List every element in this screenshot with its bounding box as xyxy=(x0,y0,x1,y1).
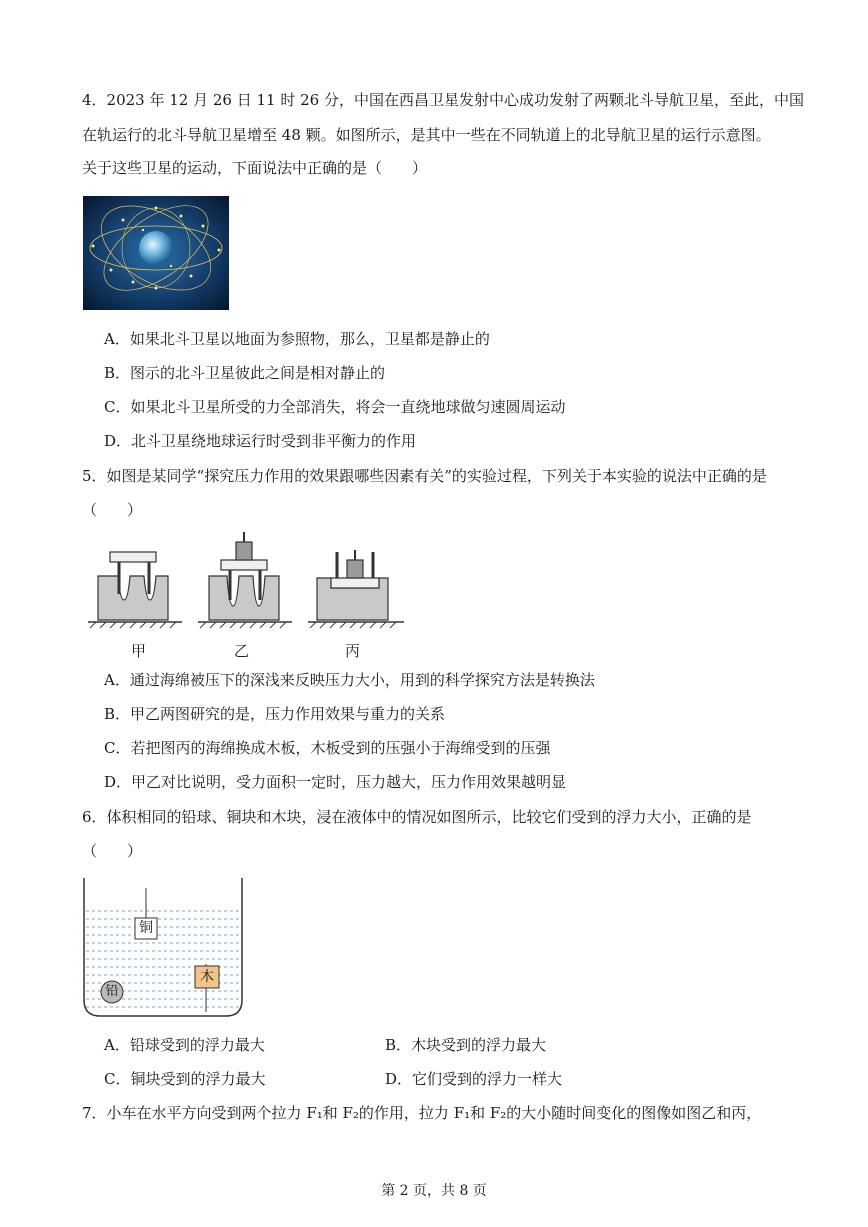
copper-label: 铜 xyxy=(139,920,153,936)
sponge-diagram-jia xyxy=(88,552,182,628)
q4-stem-line2: 在轨运行的北斗导航卫星增至 48 颗。如图所示，是其中一些在不同轨道上的北导航卫星的运行示意图。 xyxy=(82,126,771,144)
q4-option-a: A．如果北斗卫星以地面为参照物，那么，卫星都是静止的 xyxy=(104,330,490,348)
q4-stem-line1: 4．2023 年 12 月 26 日 11 时 26 分，中国在西昌卫星发射中心成功发射了两颗北斗导航卫星，至此，中国 xyxy=(82,91,804,109)
q4-stem-line3: 关于这些卫星的运动，下面说法中正确的是（ ） xyxy=(82,159,428,177)
lead-label: 铅 xyxy=(105,984,119,999)
pressure-experiment-figure xyxy=(82,526,412,636)
q5-option-b: B．甲乙两图研究的是，压力作用效果与重力的关系 xyxy=(104,705,446,723)
q6-option-c: C．铜块受到的浮力最大 xyxy=(104,1070,266,1088)
q6-option-d: D．它们受到的浮力一样大 xyxy=(385,1070,563,1088)
q4-option-b: B．图示的北斗卫星彼此之间是相对静止的 xyxy=(104,364,386,382)
q5-stem-line1: 5．如图是某同学“探究压力作用的效果跟哪些因素有关”的实验过程，下列关于本实验的说法中正确的是 xyxy=(82,467,767,485)
q6-option-b: B．木块受到的浮力最大 xyxy=(385,1036,547,1054)
label-jia: 甲 xyxy=(131,642,147,660)
label-yi: 乙 xyxy=(234,642,250,660)
q5-option-d: D．甲乙对比说明，受力面积一定时，压力越大，压力作用效果越明显 xyxy=(104,773,567,791)
q4-option-d: D．北斗卫星绕地球运行时受到非平衡力的作用 xyxy=(104,432,417,450)
q6-stem-line1: 6．体积相同的铅球、铜块和木块，浸在液体中的情况如图所示，比较它们受到的浮力大小，正确的是 xyxy=(82,808,752,826)
wood-label: 木 xyxy=(200,969,214,985)
label-bing: 丙 xyxy=(345,642,361,660)
q5-option-a: A．通过海绵被压下的深浅来反映压力大小，用到的科学探究方法是转换法 xyxy=(104,671,595,689)
q7-stem-line1: 7．小车在水平方向受到两个拉力 F₁和 F₂的作用，拉力 F₁和 F₂的大小随时间变化的图像如图乙和丙， xyxy=(82,1104,762,1122)
page-number: 第 2 页，共 8 页 xyxy=(381,1183,487,1199)
q4-option-c: C．如果北斗卫星所受的力全部消失，将会一直绕地球做匀速圆周运动 xyxy=(104,398,566,416)
q6-stem-line2: （ ） xyxy=(82,842,143,860)
satellite-orbit-image xyxy=(83,196,229,310)
q5-stem-line2: （ ） xyxy=(82,501,143,519)
sponge-diagram-bing xyxy=(308,550,404,628)
q6-option-a: A．铅球受到的浮力最大 xyxy=(104,1036,265,1054)
sponge-diagram-yi xyxy=(198,532,292,628)
q5-option-c: C．若把图丙的海绵换成木板，木板受到的压强小于海绵受到的压强 xyxy=(104,739,551,757)
